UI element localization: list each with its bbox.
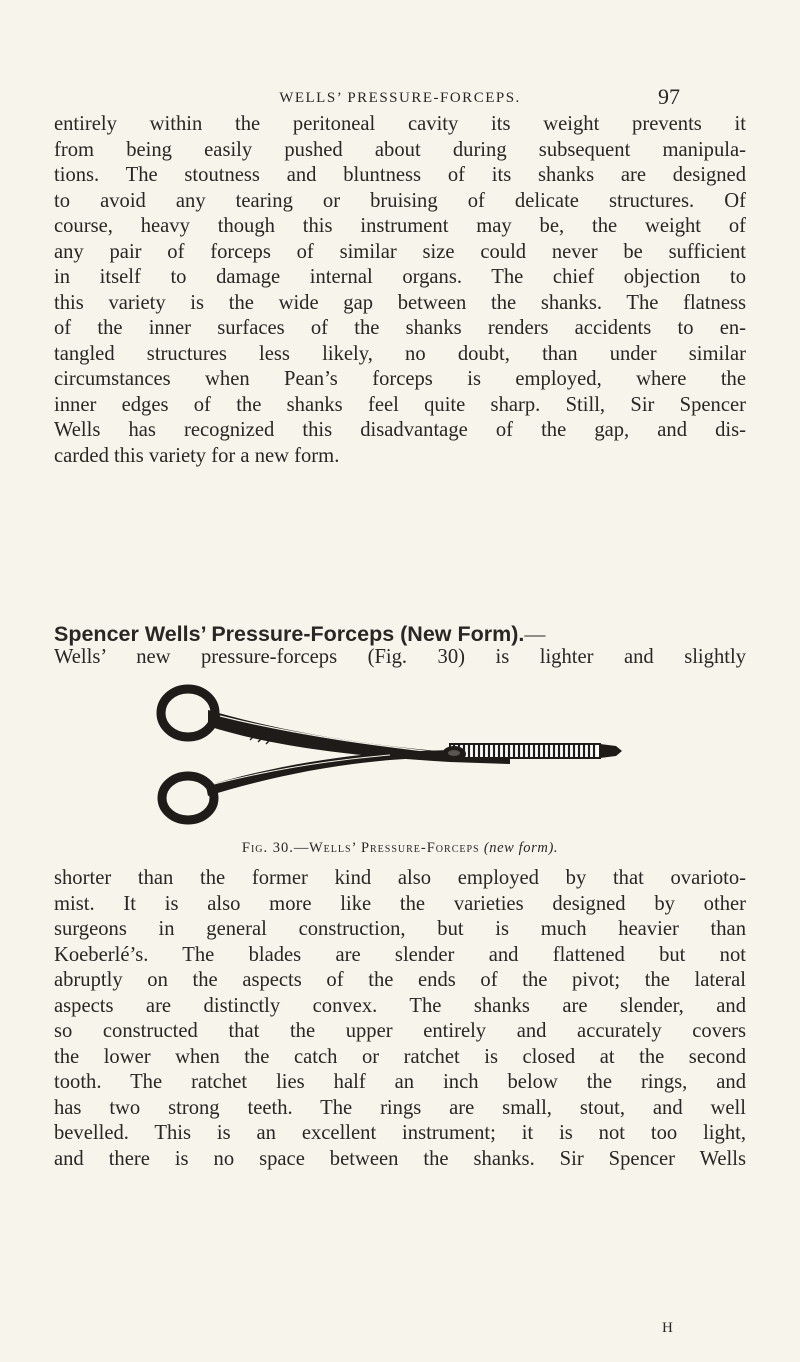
upper-ring — [161, 689, 215, 737]
lower-ring — [162, 776, 214, 820]
text-line: of the inner surfaces of the shanks renders accidents to en- — [54, 317, 746, 339]
running-title: WELLS’ PRESSURE-FORCEPS. — [279, 90, 521, 106]
section-heading — [54, 622, 746, 647]
serrated-blade — [450, 744, 622, 758]
paragraph-1 — [54, 112, 746, 469]
caption-dash: — — [293, 840, 309, 856]
caption-text: Wells’ Pressure-Forceps — [309, 840, 480, 856]
text-line: surgeons in general construction, but is much heavier than — [54, 918, 746, 940]
text-line: aspects are distinctly convex. The shanks are slender, and — [54, 994, 746, 1017]
text-line: inner edges of the shanks feel quite sharp. Still, Sir Spencer — [54, 393, 746, 416]
text-line: circumstances when Pean’s forceps is employed, where the — [54, 368, 746, 390]
text-line: tooth. The ratchet lies half an inch below the rings, and — [54, 1071, 746, 1093]
text-line: tions. The stoutness and bluntness of its shanks are designed — [54, 164, 746, 186]
text-line: abruptly on the aspects of the ends of the pivot; the lateral — [54, 969, 746, 991]
text-line: in itself to damage internal organs. The chief objection to — [54, 266, 746, 288]
heading-dash: — — [524, 622, 546, 646]
text-line: from being easily pushed about during subsequent manipula- — [54, 138, 746, 161]
text-line: has two strong teeth. The rings are small, stout, and well — [54, 1096, 746, 1119]
text-line: and there is no space between the shanks. Sir Spencer Wells — [54, 1147, 746, 1170]
text-line: Wells’ new pressure-forceps (Fig. 30) is lighter and slightly — [54, 646, 746, 668]
text-line: shorter than the former kind also employed by that ovarioto- — [54, 867, 746, 889]
lower-shank — [206, 750, 450, 796]
page-number: 97 — [658, 84, 680, 109]
figure-caption — [0, 840, 800, 857]
figure-30-forceps — [150, 680, 650, 830]
forceps-illustration — [150, 680, 650, 830]
text-line: entirely within the peritoneal cavity its weight prevents it — [54, 113, 746, 135]
caption-label: Fig. 30. — [241, 840, 294, 856]
paragraph-2 — [54, 866, 746, 1172]
text-line: course, heavy though this instrument may be, the weight of — [54, 215, 746, 237]
text-line: mist. It is also more like the varieties designed by other — [54, 892, 746, 915]
text-line: Koeberlé’s. The blades are slender and flattened but not — [54, 943, 746, 966]
text-line: Wells has recognized this disadvantage of the gap, and dis- — [54, 419, 746, 441]
signature-mark: H — [662, 1320, 673, 1336]
text-line: tangled structures less likely, no doubt, than under similar — [54, 342, 746, 365]
caption-italic: (new form). — [483, 840, 559, 856]
section-heading-title: Spencer Wells’ Pressure-Forceps (New Form). — [54, 622, 525, 646]
text-line: to avoid any tearing or bruising of delicate structures. Of — [54, 189, 746, 212]
text-line: the lower when the catch or ratchet is closed at the second — [54, 1045, 746, 1068]
running-head — [120, 84, 680, 114]
text-line: so constructed that the upper entirely and accurately covers — [54, 1020, 746, 1042]
text-line: this variety is the wide gap between the shanks. The flatness — [54, 291, 746, 314]
section-first-line — [54, 645, 746, 671]
text-line: bevelled. This is an excellent instrument; it is not too light, — [54, 1122, 746, 1144]
text-line: any pair of forceps of similar size could never be sufficient — [54, 240, 746, 263]
text-line: carded this variety for a new form. — [54, 444, 340, 467]
